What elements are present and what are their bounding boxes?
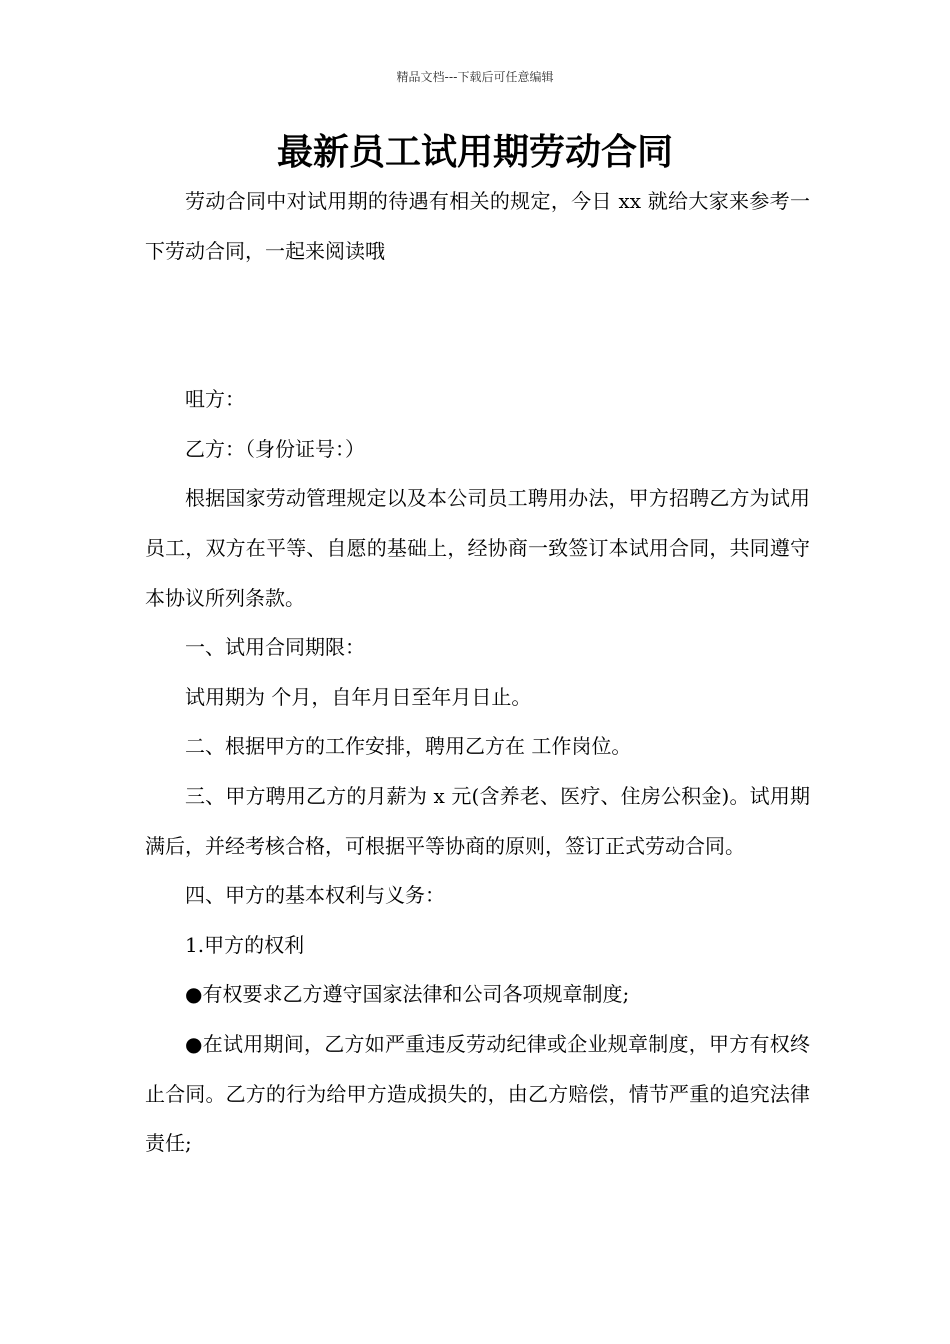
subsection-1-heading: 1.甲方的权利 (185, 932, 305, 957)
header-note: 精品文档---下载后可任意编辑 (396, 70, 554, 84)
intro-paragraph: 劳动合同中对试用期的待遇有相关的规定，今日 xx 就给大家来参考一下劳动合同，一起来阅读哦 (145, 189, 810, 263)
section-2-text: 二、根据甲方的工作安排，聘用乙方在 工作岗位。 (185, 734, 632, 759)
bullet-item: ●在试用期间，乙方如严重违反劳动纪律或企业规章制度，甲方有权终止合同。乙方的行为给甲方造成损失的，由乙方赔偿，情节严重的追究法律责任; (145, 1031, 810, 1156)
section-3-text: 三、甲方聘用乙方的月薪为 x 元(含养老、医疗、住房公积金)。试用期满后，并经考核合格，可根据平等协商的原则，签订正式劳动合同。 (145, 783, 810, 858)
party-b-line: 乙方：（身份证号：） (185, 436, 365, 461)
document-body (145, 177, 810, 1169)
preamble-paragraph: 根据国家劳动管理规定以及本公司员工聘用办法，甲方招聘乙方为试用员工，双方在平等、自愿的基础上，经协商一致签订本试用合同，共同遵守本协议所列条款。 (145, 486, 810, 610)
party-a-line: 咀方： (185, 387, 245, 412)
bullet-item: ●有权要求乙方遵守国家法律和公司各项规章制度; (185, 982, 630, 1007)
section-4-heading: 四、甲方的基本权利与义务： (185, 883, 445, 908)
section-1-heading: 一、试用合同期限： (185, 635, 365, 660)
document-title: 最新员工试用期劳动合同 (276, 132, 673, 173)
section-1-text: 试用期为 个月，自年月日至年月日止。 (185, 684, 532, 709)
